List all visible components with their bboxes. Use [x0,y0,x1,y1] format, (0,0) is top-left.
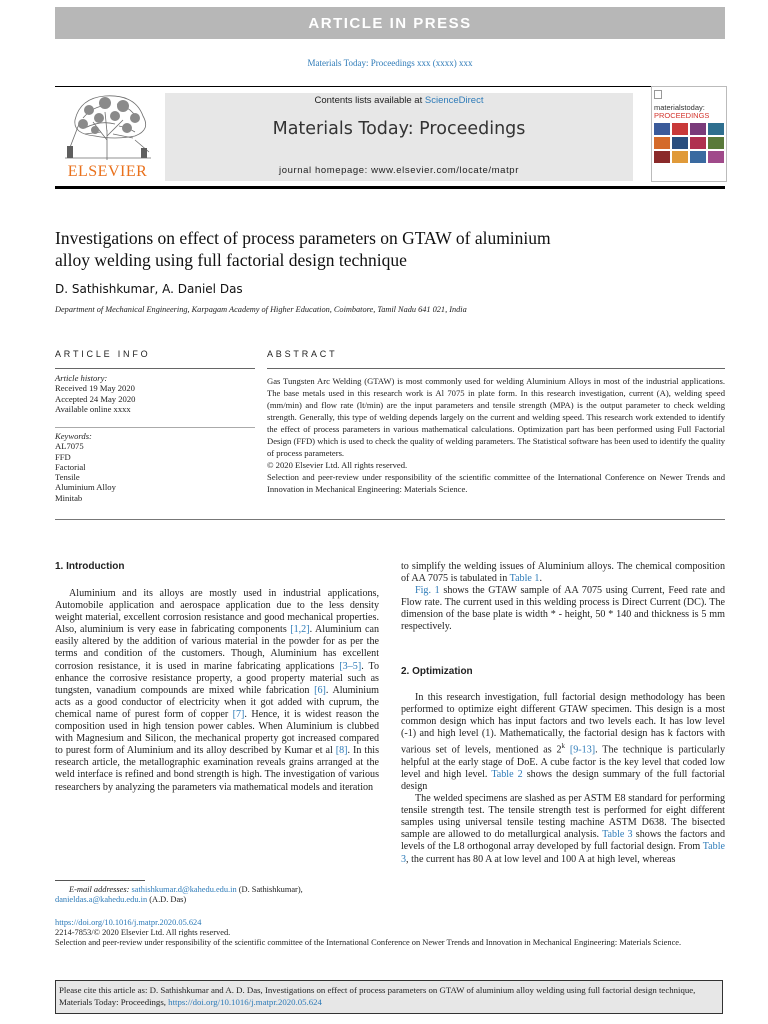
keywords-label: Keywords: [55,431,92,441]
abstract-copyright: © 2020 Elsevier Ltd. All rights reserved. [267,460,408,470]
article-info-rule [55,368,255,369]
issn-line: 2214-7853/© 2020 Elsevier Ltd. All rights reserved. [55,928,231,938]
right-text: , the current has 80 A at low level and 100 A at high level, whereas [406,853,676,865]
intro-text: . Hence, it is widest reason the composition used in high tension power cables. When Aluminium is clubbed with Magnesium and Silicon, the mechanical property got increased compared to purest form of Aluminium and its alloy described by Kumar et al [55,708,379,757]
header-bottom-rule [55,186,725,189]
header-top-rule [55,86,725,87]
cite-text: Please cite this article as: D. Sathishkumar and A. D. Das, Investigations on effect of process parameters on GTAW of aluminium alloy welding using full factorial design technique, Materials Today: Proceedings, [59,985,696,1007]
right-paragraph-1 [401,561,725,585]
intro-text: . In this research article, the metallographic examination reveals grains arranged at the weld interface is refined and bond strength is high. The investigation of various researchers by analyzing the parameters via mathematical models and iteration [55,745,379,793]
affiliation: Department of Mechanical Engineering, Karpagam Academy of Higher Education, Coimbatore, Tamil Nadu 641 021, India [55,305,467,314]
superscript-k: k [561,742,566,751]
history-accepted: Accepted 24 May 2020 [55,393,136,404]
cover-title [654,104,709,119]
article-title-line1: Investigations on effect of process parameters on GTAW of aluminium [55,228,551,248]
email-link-2[interactable]: danieldas.a@kahedu.edu.in [55,895,148,905]
history-received: Received 19 May 2020 [55,383,135,394]
cover-logo-icon [654,90,662,99]
abstract-text: Gas Tungsten Arc Welding (GTAW) is most commonly used for welding Aluminium Alloys in most of the industrial applications. The base metals used in this research work is Al 7075 in plate form. In this research investigation, current (A), welding speed (mm/min) and flow rate (lt/min) are the input parameters and tensile strength (MPA) is the output parameter to check welding strength. Generally, this type of welding depends largely on the current and welding speed. This research work extended to identify the effect of process parameters in various mathematical calculations. Optimization part has been performed using Full Factorial Design (FFD) which is used to check the quality of welding parameters. The Statistical software has been used to identify the quality of process parameters. [267,376,725,458]
email-name-1: (D. Sathishkumar), [236,885,303,894]
journal-homepage[interactable]: journal homepage: www.elsevier.com/locate/matpr [279,165,519,176]
email-name-2: (A.D. Das) [147,895,187,905]
article-title-line2: alloy welding using full factorial design technique [55,250,407,270]
cover-title-line1: materialstoday: [654,103,705,112]
right-text: The welded specimens are slashed as per ASTM E8 standard for performing tensile strength test. The tensile strength test is performed for eight different samples using universal tensile testing machine ASTM D638. The bisected sample are allowed to do metallurgical analysis. [401,793,725,841]
right-text: shows the design summary of the full factorial design [401,768,725,793]
article-history [55,373,255,414]
right-text: . [539,573,542,585]
bottom-info [55,918,725,949]
history-online: Available online xxxx [55,403,131,414]
keyword-item: Aluminium Alloy [55,482,116,493]
keyword-item: AL7075 [55,441,84,452]
optimization-paragraph-1 [401,692,725,793]
authors: D. Sathishkumar, A. Daniel Das [55,282,243,296]
cite-doi-link[interactable]: https://doi.org/10.1016/j.matpr.2020.05.624 [168,997,322,1007]
keywords [55,431,255,503]
right-text: shows the factors and levels of the L8 orthogonal array developed by full factorial design. From [401,829,725,853]
contents-available-line [165,95,633,106]
keyword-item: Tensile [55,472,80,483]
cite-this-article-box [55,980,723,1014]
introduction-paragraph [55,588,379,794]
article-title [55,227,655,271]
journal-title: Materials Today: Proceedings [272,119,526,139]
optimization-body [401,692,725,866]
ref-link[interactable]: [7] [232,708,245,720]
right-text: In this research investigation, full factorial design methodology has been performed to optimize eight different GTAW specimen. This design is a most common design which has input factors and two levels each. It has low level (-1) and high level (1). Mathematically, the factorial design has k factors with various set of levels, mentioned as 2 [401,692,725,756]
history-label: Article history: [55,373,108,383]
elsevier-wordmark: ELSEVIER [67,163,148,180]
article-in-press-banner: ARTICLE IN PRESS [55,7,725,39]
table1-link[interactable]: Table 1 [509,573,540,585]
right-text: . The technique is particularly helpful at the early stage of DoE. A cube factor is the key level that coded low level and high level. [401,744,726,780]
right-text: shows the GTAW sample of AA 7075 using Current, Feed rate and Flow rate. The current used in this welding process is Direct Current (DC). The dimension of the base plate is width * - height, 50 * 140 and thickness is 5 mm respectively. [401,585,726,633]
article-info-heading: ARTICLE INFO [55,349,151,359]
contents-prefix: Contents lists available at [314,95,425,106]
right-column-top [401,561,725,634]
email-label: E-mail addresses: [69,885,132,894]
cover-mosaic-icon [654,123,724,179]
abstract-body [267,375,725,495]
keyword-item: FFD [55,451,71,462]
optimization-paragraph-2 [401,793,725,866]
ref-link[interactable]: [9-13] [565,744,596,756]
intro-text: . Aluminium can easily altered by the addition of various material in the powder for as per the terms and condition of the customers. Though, Aluminium has excellent corrosion resistance, it is used in marine fabricating applications [55,624,379,672]
ref-link[interactable]: [1,2] [290,624,310,636]
introduction-heading: 1. Introduction [55,561,125,572]
abstract-rule [267,368,725,369]
intro-text: Aluminium and its alloys are mostly used in industrial applications, Automobile application and aerospace application due to the less density weight material, excellent corrosion resistance and good mechanical properties. Also, aluminium is very ease in fabricating components [55,588,379,636]
ref-link[interactable]: [8] [335,745,348,757]
ref-link[interactable]: [6] [314,684,326,696]
table3-link[interactable]: Table 3 [602,829,633,841]
cover-title-line2: PROCEEDINGS [654,110,710,120]
ref-link[interactable]: [3–5] [339,660,362,672]
intro-text: . Aluminium acts as a good conductor of electricity when it got added with cuprum, the chemical name of purest form of copper [55,684,379,720]
optimization-heading: 2. Optimization [401,666,473,677]
elsevier-tree-logo-icon [55,90,160,162]
intro-text: . To enhance the corrosive resistance property, a good property material such as tungsten, vanadium compounds are mixed while fabrication [55,660,379,696]
email-link-1[interactable]: sathishkumar.d@kahedu.edu.in [131,885,237,894]
fig1-link[interactable]: Fig. 1 [415,585,440,597]
table3-link[interactable]: Table 3 [401,841,725,865]
bottom-peer-review: Selection and peer-review under responsibility of the scientific committee of the International Conference on Newer Trends and Innovation in Mechanical Engineering: Materials Science. [55,938,682,948]
sciencedirect-link[interactable]: ScienceDirect [424,95,484,106]
keyword-item: Factorial [55,461,86,472]
doi-link[interactable]: https://doi.org/10.1016/j.matpr.2020.05.624 [55,918,202,927]
right-paragraph-2 [401,585,725,633]
journal-reference-link[interactable]: Materials Today: Proceedings xxx (xxxx) xxx [307,58,473,68]
keyword-item: Minitab [55,492,83,503]
journal-cover-image [651,86,727,182]
abstract-heading: ABSTRACT [267,349,338,359]
abstract-bottom-rule [55,519,725,520]
abstract-peer-review: Selection and peer-review under responsibility of the scientific committee of the International Conference on Newer Trends and Innovation in Mechanical Engineering: Materials Science. [267,472,725,494]
footnote-rule [55,880,145,881]
introduction-body [55,588,379,794]
email-footnote [55,885,379,905]
right-text: to simplify the welding issues of Aluminium alloys. The chemical composition of AA 7075 is tabulated in [401,561,725,585]
table2-link[interactable]: Table 2 [491,768,523,780]
keywords-rule [55,427,255,428]
